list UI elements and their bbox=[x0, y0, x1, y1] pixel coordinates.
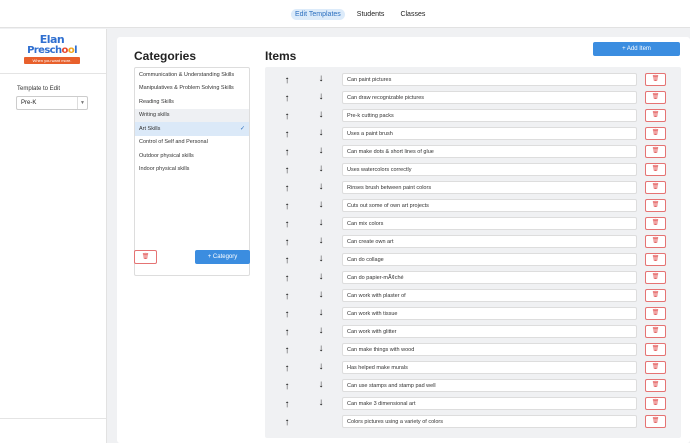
item-row bbox=[265, 162, 681, 180]
item-row bbox=[265, 252, 681, 270]
trash-icon: 🗑 bbox=[651, 94, 660, 100]
category-item[interactable] bbox=[135, 109, 249, 123]
category-label: Writing skills bbox=[139, 112, 170, 118]
item-row bbox=[265, 108, 681, 126]
delete-item-button[interactable] bbox=[645, 397, 666, 410]
item-text-input[interactable]: Can draw recognizable pictures bbox=[342, 91, 637, 104]
trash-icon: 🗑 bbox=[651, 112, 660, 118]
trash-icon: 🗑 bbox=[651, 310, 660, 316]
category-label: Control of Self and Personal bbox=[139, 139, 208, 145]
arrow-up-icon[interactable]: ↑ bbox=[284, 255, 290, 266]
add-category-label: Category bbox=[212, 254, 238, 260]
delete-item-button[interactable] bbox=[645, 73, 666, 86]
arrow-down-icon[interactable]: ↓ bbox=[318, 361, 324, 372]
main-panel bbox=[117, 37, 690, 443]
item-row bbox=[265, 198, 681, 216]
item-row bbox=[265, 72, 681, 90]
item-text-input[interactable]: Pre-k cutting packs bbox=[342, 109, 637, 122]
category-item[interactable] bbox=[135, 68, 249, 82]
elan-preschool-logo[interactable] bbox=[24, 34, 80, 72]
item-row bbox=[265, 126, 681, 144]
delete-item-button[interactable] bbox=[645, 181, 666, 194]
category-label: Indoor physical skills bbox=[139, 166, 190, 172]
trash-icon: 🗑 bbox=[651, 202, 660, 208]
tab-edit-templates[interactable]: Edit Templates bbox=[291, 9, 345, 20]
item-text-input[interactable]: Can make 3 dimensional art bbox=[342, 397, 637, 410]
delete-item-button[interactable] bbox=[645, 307, 666, 320]
add-item-button[interactable] bbox=[593, 42, 680, 56]
trash-icon: 🗑 bbox=[651, 400, 660, 406]
arrow-down-icon[interactable]: ↓ bbox=[318, 109, 324, 120]
trash-icon: 🗑 bbox=[651, 76, 660, 82]
check-icon: ✓ bbox=[239, 126, 245, 132]
arrow-up-icon[interactable]: ↑ bbox=[284, 399, 290, 410]
template-select[interactable] bbox=[16, 96, 88, 110]
arrow-down-icon[interactable]: ↓ bbox=[318, 127, 324, 138]
trash-icon: 🗑 bbox=[651, 292, 660, 298]
item-row bbox=[265, 234, 681, 252]
item-row bbox=[265, 396, 681, 414]
arrow-up-icon[interactable]: ↑ bbox=[284, 291, 290, 302]
arrow-up-icon[interactable]: ↑ bbox=[284, 417, 290, 428]
arrow-up-icon[interactable]: ↑ bbox=[284, 129, 290, 140]
category-item[interactable] bbox=[135, 149, 249, 163]
delete-item-button[interactable] bbox=[645, 253, 666, 266]
delete-item-button[interactable] bbox=[645, 217, 666, 230]
arrow-up-icon[interactable]: ↑ bbox=[284, 165, 290, 176]
category-item[interactable] bbox=[135, 136, 249, 150]
delete-item-button[interactable] bbox=[645, 289, 666, 302]
category-item[interactable] bbox=[135, 122, 249, 136]
item-text-input[interactable]: Colors pictures using a variety of colors bbox=[342, 415, 637, 428]
arrow-down-icon[interactable]: ↓ bbox=[318, 181, 324, 192]
trash-icon: 🗑 bbox=[651, 418, 660, 424]
trash-icon: 🗑 bbox=[651, 148, 660, 154]
delete-item-button[interactable] bbox=[645, 361, 666, 374]
item-text-input[interactable]: Can work with plaster of bbox=[342, 289, 637, 302]
item-row bbox=[265, 324, 681, 342]
sidebar-divider-bottom bbox=[0, 418, 106, 419]
items-list bbox=[265, 67, 681, 438]
category-list bbox=[134, 67, 250, 276]
item-text-input[interactable]: Uses watercolors correctly bbox=[342, 163, 637, 176]
category-item[interactable] bbox=[135, 82, 249, 96]
arrow-up-icon[interactable]: ↑ bbox=[284, 345, 290, 356]
arrow-down-icon[interactable]: ↓ bbox=[318, 253, 324, 264]
chevron-down-icon: ▼ bbox=[77, 97, 87, 109]
item-text-input[interactable]: Can make dots & short lines of glue bbox=[342, 145, 637, 158]
items-title: Items bbox=[265, 49, 297, 63]
category-label: Art Skills bbox=[139, 125, 161, 132]
item-text-input[interactable]: Can work with glitter bbox=[342, 325, 637, 338]
arrow-up-icon[interactable]: ↑ bbox=[284, 381, 290, 392]
trash-icon: 🗑 bbox=[651, 130, 660, 136]
category-label: Outdoor physical skills bbox=[139, 152, 194, 159]
trash-icon: 🗑 bbox=[651, 166, 660, 172]
trash-icon: 🗑 bbox=[651, 238, 660, 244]
arrow-up-icon[interactable]: ↑ bbox=[284, 111, 290, 122]
item-text-input[interactable]: Can mix colors bbox=[342, 217, 637, 230]
item-text-input[interactable]: Can create own art bbox=[342, 235, 637, 248]
arrow-up-icon[interactable]: ↑ bbox=[284, 183, 290, 194]
arrow-down-icon[interactable]: ↓ bbox=[318, 325, 324, 336]
delete-item-button[interactable] bbox=[645, 163, 666, 176]
item-row bbox=[265, 90, 681, 108]
arrow-down-icon[interactable]: ↓ bbox=[318, 307, 324, 318]
item-row bbox=[265, 360, 681, 378]
delete-item-button[interactable] bbox=[645, 145, 666, 158]
template-select-value: Pre-K bbox=[21, 100, 37, 106]
tab-classes[interactable]: Classes bbox=[400, 11, 426, 18]
delete-item-button[interactable] bbox=[645, 343, 666, 356]
item-text-input[interactable]: Uses a paint brush bbox=[342, 127, 637, 140]
arrow-down-icon[interactable]: ↓ bbox=[318, 217, 324, 228]
delete-item-button[interactable] bbox=[645, 199, 666, 212]
delete-item-button[interactable] bbox=[645, 127, 666, 140]
add-category-button[interactable] bbox=[195, 250, 250, 264]
trash-icon: 🗑 bbox=[651, 220, 660, 226]
item-row bbox=[265, 378, 681, 396]
item-row bbox=[265, 270, 681, 288]
arrow-down-icon[interactable]: ↓ bbox=[318, 73, 324, 84]
trash-icon: 🗑 bbox=[651, 274, 660, 280]
arrow-up-icon[interactable]: ↑ bbox=[284, 201, 290, 212]
tab-students[interactable]: Students bbox=[356, 11, 385, 18]
template-label: Template to Edit bbox=[17, 86, 61, 92]
arrow-down-icon[interactable]: ↓ bbox=[318, 199, 324, 210]
arrow-up-icon[interactable]: ↑ bbox=[284, 309, 290, 320]
trash-icon: 🗑 bbox=[651, 256, 660, 262]
item-text-input[interactable]: Can do collage bbox=[342, 253, 637, 266]
arrow-down-icon[interactable]: ↓ bbox=[318, 163, 324, 174]
plus-icon: + bbox=[207, 254, 212, 260]
arrow-up-icon[interactable]: ↑ bbox=[284, 147, 290, 158]
item-text-input[interactable]: Can paint pictures bbox=[342, 73, 637, 86]
item-row bbox=[265, 414, 681, 432]
delete-item-button[interactable] bbox=[645, 415, 666, 428]
trash-icon: 🗑 bbox=[651, 184, 660, 190]
arrow-up-icon[interactable]: ↑ bbox=[284, 237, 290, 248]
arrow-down-icon[interactable]: ↓ bbox=[318, 271, 324, 282]
categories-title: Categories bbox=[134, 49, 197, 63]
item-text-input[interactable]: Can work with tissue bbox=[342, 307, 637, 320]
arrow-down-icon[interactable]: ↓ bbox=[318, 235, 324, 246]
plus-icon: + bbox=[622, 46, 626, 52]
item-row bbox=[265, 144, 681, 162]
category-item[interactable] bbox=[135, 95, 249, 109]
arrow-down-icon[interactable]: ↓ bbox=[318, 343, 324, 354]
delete-category-button[interactable] bbox=[134, 250, 157, 264]
item-text-input[interactable]: Has helped make murals bbox=[342, 361, 637, 374]
delete-item-button[interactable] bbox=[645, 379, 666, 392]
delete-item-button[interactable] bbox=[645, 109, 666, 122]
arrow-up-icon[interactable]: ↑ bbox=[284, 93, 290, 104]
arrow-down-icon[interactable]: ↓ bbox=[318, 379, 324, 390]
sidebar bbox=[0, 29, 107, 443]
category-label: Reading Skills bbox=[139, 98, 174, 105]
item-row bbox=[265, 216, 681, 234]
item-text-input[interactable]: Can do papier-mÃ¢ché bbox=[342, 271, 637, 284]
logo-line2: Preschool bbox=[27, 45, 77, 56]
item-row bbox=[265, 180, 681, 198]
category-label: Manipulatives & Problem Solving Skills bbox=[139, 85, 234, 91]
arrow-up-icon[interactable]: ↑ bbox=[284, 363, 290, 374]
delete-item-button[interactable] bbox=[645, 325, 666, 338]
arrow-up-icon[interactable]: ↑ bbox=[284, 273, 290, 284]
top-nav bbox=[291, 9, 429, 20]
arrow-up-icon[interactable]: ↑ bbox=[284, 219, 290, 230]
delete-item-button[interactable] bbox=[645, 235, 666, 248]
item-row bbox=[265, 306, 681, 324]
item-row bbox=[265, 288, 681, 306]
sidebar-divider bbox=[0, 73, 106, 74]
logo-line1: Elan bbox=[39, 33, 65, 46]
arrow-down-icon[interactable]: ↓ bbox=[318, 91, 324, 102]
arrow-down-icon[interactable]: ↓ bbox=[318, 145, 324, 156]
item-text-input[interactable]: Can make things with wood bbox=[342, 343, 637, 356]
arrow-up-icon[interactable]: ↑ bbox=[284, 327, 290, 338]
trash-icon: 🗑 bbox=[651, 328, 660, 334]
arrow-down-icon[interactable]: ↓ bbox=[318, 289, 324, 300]
category-item[interactable] bbox=[135, 163, 249, 177]
arrow-up-icon[interactable]: ↑ bbox=[284, 75, 290, 86]
item-text-input[interactable]: Rinses brush between paint colors bbox=[342, 181, 637, 194]
item-row bbox=[265, 342, 681, 360]
trash-icon: 🗑 bbox=[651, 364, 660, 370]
item-text-input[interactable]: Can use stamps and stamp pad well bbox=[342, 379, 637, 392]
arrow-down-icon[interactable]: ↓ bbox=[318, 397, 324, 408]
category-label: Communication & Understanding Skills bbox=[139, 71, 235, 78]
delete-item-button[interactable] bbox=[645, 271, 666, 284]
trash-icon: 🗑 bbox=[141, 254, 150, 260]
trash-icon: 🗑 bbox=[651, 346, 660, 352]
delete-item-button[interactable] bbox=[645, 91, 666, 104]
logo-tagline: When you want more. bbox=[24, 57, 80, 64]
trash-icon: 🗑 bbox=[651, 382, 660, 388]
item-text-input[interactable]: Cuts out some of own art projects bbox=[342, 199, 637, 212]
add-item-label: Add Item bbox=[626, 46, 651, 52]
top-bar bbox=[0, 0, 690, 28]
